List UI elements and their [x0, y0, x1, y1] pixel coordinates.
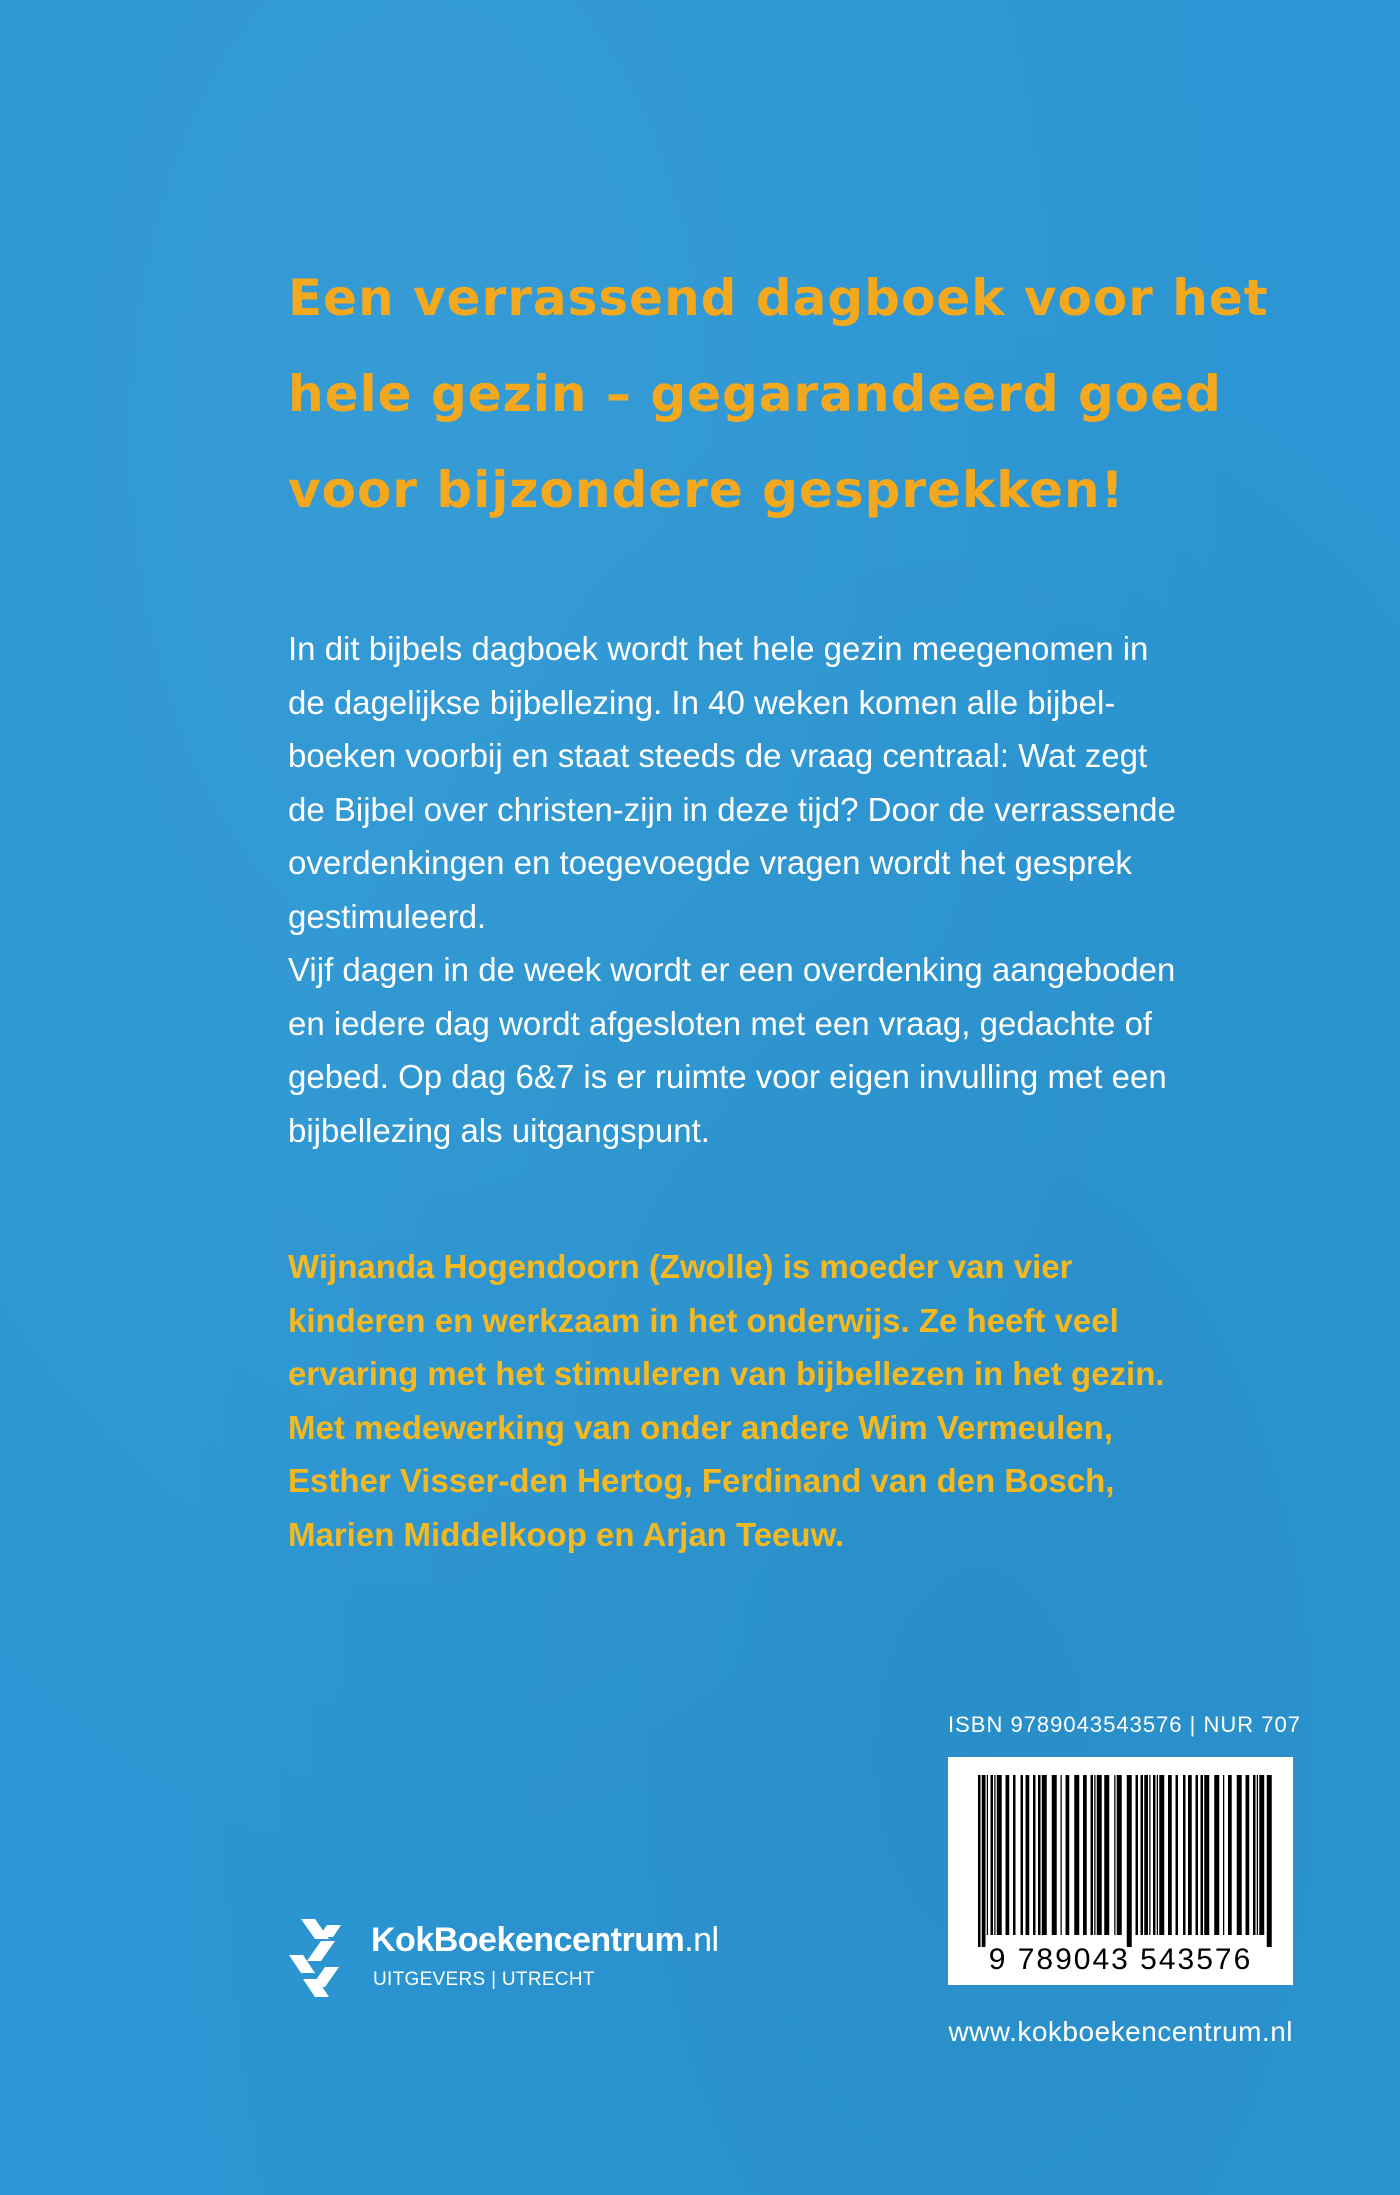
- barcode-bar: [1237, 1775, 1242, 1935]
- description-line: de dagelijkse bijbellezing. In 40 weken komen alle bijbel-: [288, 683, 1116, 721]
- kokboekencentrum-logo-icon: [285, 1915, 347, 2001]
- publisher-tld: .nl: [684, 1921, 719, 1959]
- barcode: [948, 1757, 1293, 1985]
- barcode-bar: [1127, 1775, 1132, 1947]
- author-bio: [288, 1240, 1218, 1561]
- barcode-bar: [1204, 1775, 1209, 1935]
- barcode-bar: [1259, 1775, 1264, 1935]
- description-line: gebed. Op dag 6&7 is er ruimte voor eigen invulling met een: [288, 1058, 1167, 1095]
- barcode-bar: [1157, 1775, 1158, 1935]
- barcode-bar: [1149, 1775, 1150, 1935]
- barcode-bar: [1176, 1775, 1179, 1935]
- barcode-bar: [1097, 1775, 1102, 1935]
- barcode-bar: [1033, 1775, 1036, 1935]
- tagline-line: hele gezin – gegarandeerd goed: [288, 365, 1222, 423]
- barcode-bar: [1013, 1775, 1016, 1935]
- publisher-name-text: KokBoekencentrum: [371, 1921, 685, 1959]
- barcode-bar: [1094, 1775, 1095, 1935]
- barcode-bar: [1183, 1775, 1186, 1935]
- barcode-bar: [997, 1775, 1002, 1935]
- barcode-bar: [1188, 1775, 1192, 1935]
- barcode-bar: [1267, 1775, 1272, 1947]
- description-paragraph: [288, 622, 1218, 1157]
- author-line: Esther Visser-den Hertog, Ferdinand van den Bosch,: [288, 1462, 1115, 1499]
- website-url: www.kokboekencentrum.nl: [948, 2016, 1293, 2047]
- barcode-bar: [1253, 1775, 1256, 1935]
- isbn-nur-line: ISBN 9789043543576 | NUR 707: [948, 1712, 1301, 1737]
- barcode-bar: [1117, 1775, 1122, 1935]
- description-line: boeken voorbij en staat steeds de vraag centraal: Wat zegt: [288, 737, 1148, 774]
- description-line: Vijf dagen in de week wordt er een overdenking aangeboden: [288, 951, 1176, 988]
- barcode-bar: [1228, 1775, 1232, 1935]
- barcode-bar: [1052, 1775, 1057, 1935]
- author-line: ervaring met het stimuleren van bijbellezen in het gezin.: [288, 1355, 1165, 1392]
- description-line: en iedere dag wordt afgesloten met een vraag, gedachte of: [288, 1004, 1153, 1042]
- barcode-bar: [1006, 1775, 1010, 1935]
- description-line: In dit bijbels dagboek wordt het hele gezin meegenomen in: [288, 630, 1149, 667]
- author-line: Met medewerking van onder andere Wim Vermeulen,: [288, 1408, 1113, 1446]
- barcode-bar: [1214, 1775, 1219, 1935]
- barcode-bar: [1114, 1775, 1115, 1935]
- barcode-bar: [978, 1775, 981, 1947]
- barcode-bar: [991, 1775, 994, 1935]
- barcode-bar: [1136, 1775, 1139, 1935]
- barcode-bar: [1021, 1775, 1024, 1935]
- barcode-bar: [1196, 1775, 1199, 1935]
- barcode-bar: [1223, 1775, 1224, 1935]
- barcode-bar: [1061, 1775, 1062, 1935]
- barcode-bar: [1083, 1775, 1087, 1935]
- publisher-name: [371, 1921, 719, 1960]
- tagline-line: Een verrassend dagboek voor het: [288, 269, 1269, 327]
- barcode-bar: [994, 1775, 995, 1935]
- barcode-bar: [1153, 1775, 1156, 1935]
- description-line: de Bijbel over christen-zijn in deze tijd? Door de verrassende: [288, 790, 1176, 828]
- description-line: bijbellezing als uitgangspunt.: [288, 1111, 710, 1149]
- description-line: overdenkingen en toegevoegde vragen wordt het gesprek: [288, 844, 1132, 881]
- barcode-bar: [1038, 1775, 1041, 1935]
- barcode-bar: [1168, 1775, 1172, 1935]
- barcode-bar: [1144, 1775, 1148, 1935]
- barcode-bar: [987, 1775, 988, 1935]
- description-line: gestimuleerd.: [288, 897, 487, 935]
- barcode-bar: [1026, 1775, 1030, 1935]
- author-line: kinderen en werkzaam in het onderwijs. Ze heeft veel: [288, 1301, 1119, 1339]
- tagline: [288, 250, 1269, 538]
- author-line: Wijnanda Hogendoorn (Zwolle) is moeder van vier: [288, 1248, 1073, 1285]
- barcode-bar: [1091, 1775, 1094, 1935]
- barcode-bar: [1201, 1775, 1204, 1935]
- barcode-bar: [1257, 1775, 1258, 1935]
- tagline-line: voor bijzondere gesprekken!: [288, 461, 1125, 519]
- barcode-bar: [1066, 1775, 1070, 1935]
- publisher-logo: [285, 1915, 785, 2005]
- barcode-digits: 9 789043 543576: [988, 1943, 1253, 1976]
- barcode-bar: [1159, 1775, 1164, 1935]
- barcode-bar: [1246, 1775, 1250, 1935]
- author-line: Marien Middelkoop en Arjan Teeuw.: [288, 1515, 845, 1553]
- barcode-bar: [1042, 1775, 1047, 1935]
- publisher-subtitle: UITGEVERS | UTRECHT: [373, 1969, 595, 1990]
- barcode-bar: [982, 1775, 986, 1947]
- barcode-bar: [1074, 1775, 1079, 1935]
- barcode-bar: [1104, 1775, 1109, 1935]
- barcode-bar: [1141, 1775, 1144, 1935]
